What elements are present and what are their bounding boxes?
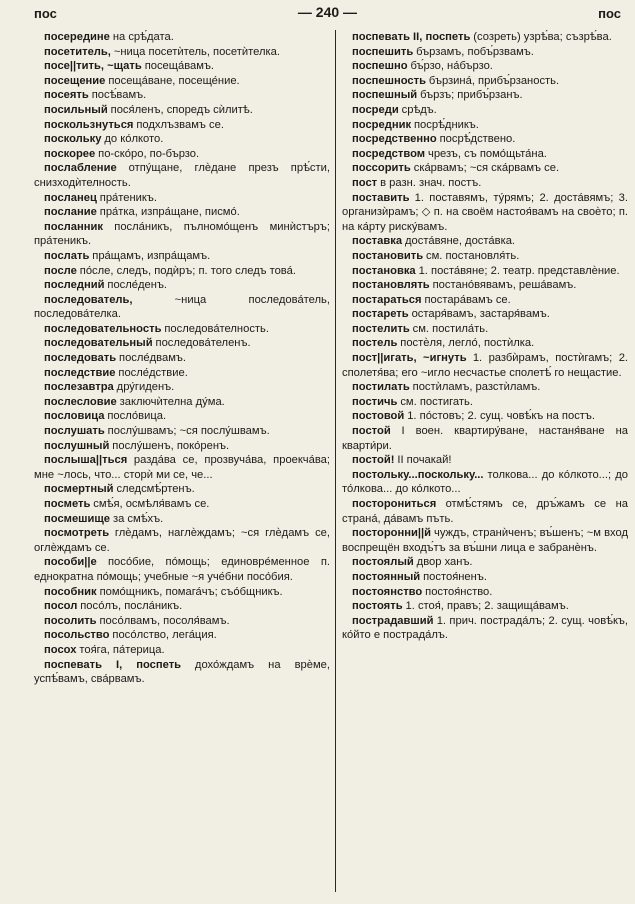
dictionary-entry	[34, 395, 330, 410]
dictionary-entry	[342, 555, 628, 570]
entry-headword: поспевать II, поспеть	[352, 31, 471, 43]
entry-headword: постареть	[352, 308, 409, 321]
entry-headword: поспевать I, поспеть	[44, 658, 182, 671]
entry-headword: посередине	[44, 31, 110, 43]
entry-translation: последова́теленъ.	[155, 337, 251, 350]
entry-headword: поскорее	[44, 147, 96, 160]
entry-headword: посредством	[352, 147, 426, 160]
entry-translation: посо́бие, по́мощь; единовре́менное п. еднократна по́мощь; учебные ~я уче́бни посо́бия.	[34, 556, 330, 583]
dictionary-entry	[34, 453, 330, 482]
entry-headword: посредник	[352, 118, 412, 131]
dictionary-entry	[34, 409, 330, 424]
dictionary-entry	[342, 336, 628, 351]
dictionary-entry	[342, 30, 628, 45]
dictionary-entry	[34, 205, 330, 220]
dictionary-entry	[342, 599, 628, 614]
entry-translation: подхлъзвамъ се.	[136, 118, 224, 131]
entry-headword: посетитель,	[44, 45, 111, 58]
entry-headword: посметь	[44, 498, 91, 510]
dictionary-entry	[342, 395, 628, 410]
dictionary-entry	[34, 88, 330, 103]
entry-translation: на срѣ́дата.	[112, 31, 174, 43]
entry-headword: посторониться	[352, 498, 437, 510]
entry-headword: постараться	[352, 293, 422, 306]
entry-headword: послесловие	[44, 395, 117, 408]
dictionary-entry	[342, 278, 628, 293]
dictionary-entry	[34, 366, 330, 381]
entry-translation: (созреть) узрѣ́ва; съзрѣ́ва.	[473, 31, 612, 43]
entry-translation: срѣдъ.	[401, 103, 437, 116]
entry-translation: 1. прич. пострада́лъ; 2. сущ. човѣ́къ, ко́йто е пострада́лъ.	[342, 614, 628, 642]
entry-translation: толкова... до ко́лкото...; до то́лкова... до ко́лкото...	[342, 468, 628, 496]
entry-translation: постѐля, легло́, постѝлка.	[400, 337, 535, 350]
entry-translation: после́денъ.	[107, 279, 168, 292]
entry-headword: последствие	[44, 366, 116, 379]
entry-translation: постѝламъ, разстѝламъ.	[412, 381, 541, 394]
dictionary-entry	[34, 614, 330, 629]
entry-headword: постилать	[352, 381, 410, 394]
dictionary-entry	[34, 264, 330, 279]
entry-headword: пост||игать, ~игнуть	[352, 352, 467, 365]
dictionary-entry	[34, 336, 330, 351]
entry-headword: пословица	[44, 410, 105, 423]
entry-translation: см. постила́ть.	[412, 322, 489, 335]
entry-headword: посмешище	[44, 512, 111, 525]
entry-translation: ~ница посетѝтель, посетѝтелка.	[113, 45, 280, 58]
dictionary-entry	[342, 118, 628, 133]
dictionary-entry	[34, 424, 330, 439]
left-column	[34, 30, 330, 892]
header-right-guide-word: пос	[598, 6, 621, 21]
entry-translation: посо́лство, лега́ция.	[112, 629, 217, 642]
entry-headword: послушный	[44, 439, 110, 452]
dictionary-entry	[342, 293, 628, 308]
dictionary-entry	[342, 351, 628, 380]
entry-headword: постичь	[352, 395, 398, 408]
dictionary-entry	[342, 103, 628, 118]
dictionary-entry	[342, 191, 628, 235]
entry-translation: дру́гиденъ.	[116, 381, 175, 394]
entry-translation: чуждъ, странѝченъ; въ́шенъ; ~м вход воспрещён входъ́тъ за въ́шни лица е забранѐнъ.	[342, 527, 628, 554]
entry-headword: постоять	[352, 600, 403, 613]
dictionary-entry	[34, 482, 330, 497]
entry-translation: чрезъ, съ помо́щьта́на.	[428, 147, 547, 160]
entry-translation: 1. поста́вяне; 2. театр. представлѐние.	[418, 264, 620, 277]
entry-headword: поспешный	[352, 89, 418, 102]
entry-headword: посредственно	[352, 133, 437, 146]
entry-headword: послыша||ться	[44, 454, 128, 467]
entry-translation: послу́шенъ, поко́ренъ.	[112, 439, 230, 452]
entry-headword: последовательный	[44, 337, 153, 350]
dictionary-entry	[342, 409, 628, 424]
header-left-guide-word: пос	[34, 6, 57, 21]
entry-translation: посеща́ване, посеще́ние.	[108, 74, 240, 87]
entry-translation: остаря́вамъ, застаря́вамъ.	[411, 308, 550, 321]
entry-translation: послу́швамъ; ~ся послу́швамъ.	[107, 425, 270, 438]
dictionary-entry	[34, 380, 330, 395]
entry-translation: 1. поставямъ, ту́рямъ; 2. доста́вямъ; 3. организѝрамъ; ◇ п. на своём настоя́вамъ на своѐто; п. на ка́рту риску́вамъ.	[342, 191, 628, 233]
entry-translation: до ко́лкото.	[104, 133, 164, 146]
entry-headword: последний	[44, 279, 105, 292]
entry-headword: посторонни||й	[352, 527, 432, 540]
dictionary-entry	[34, 220, 330, 249]
entry-headword: посольство	[44, 629, 110, 642]
entry-translation: II почакай!	[397, 454, 452, 467]
entry-headword: посланник	[44, 220, 103, 233]
dictionary-entry	[342, 88, 628, 103]
dictionary-entry	[342, 249, 628, 264]
dictionary-entry	[342, 570, 628, 585]
dictionary-entry	[34, 293, 330, 322]
entry-headword: постоялый	[352, 556, 414, 569]
entry-translation: 1. разбѝрамъ, постѝгамъ; 2. сполетя́ва; его ~игло несчастье сполетѣ́ го нещастие.	[342, 352, 628, 379]
entry-headword: постовой	[352, 410, 405, 423]
entry-translation: см. постановля́ть.	[426, 249, 520, 262]
entry-translation: бързина́, прибъ́рзаность.	[428, 74, 560, 87]
dictionary-entry	[342, 234, 628, 249]
dictionary-entry	[342, 497, 628, 526]
entry-headword: посол	[44, 600, 78, 613]
entry-headword: последовать	[44, 352, 117, 365]
entry-headword: посещение	[44, 74, 106, 87]
entry-headword: постоянный	[352, 570, 421, 583]
entry-headword: пострадавший	[352, 614, 434, 627]
dictionary-entry	[34, 643, 330, 658]
entry-headword: постой	[352, 425, 391, 438]
entry-translation: I воен. квартиру́ване, настаня́ване на кварти́ри.	[342, 425, 628, 452]
entry-translation: постара́вамъ се.	[424, 293, 511, 306]
entry-headword: поспешить	[352, 45, 414, 58]
entry-translation: тоя́га, па́терица.	[79, 643, 165, 656]
entry-headword: поспешность	[352, 74, 426, 87]
dictionary-entry	[34, 103, 330, 118]
entry-headword: поспешно	[352, 60, 408, 73]
dictionary-entry	[342, 307, 628, 322]
entry-translation: см. постигать.	[400, 395, 473, 408]
entry-headword: постель	[352, 337, 398, 350]
entry-headword: поссорить	[352, 162, 411, 175]
entry-translation: 1. стоя́, правъ; 2. защища́вамъ.	[405, 600, 569, 613]
entry-translation: постоя́ненъ.	[423, 570, 487, 583]
dictionary-entry	[342, 380, 628, 395]
entry-translation: по-ско́ро, по-бързо.	[98, 147, 200, 160]
entry-headword: послезавтра	[44, 381, 114, 394]
entry-headword: посланец	[44, 191, 97, 204]
entry-translation: бързамъ, побъ́рзвамъ.	[416, 45, 534, 58]
dictionary-entry	[34, 497, 330, 512]
dictionary-entry	[34, 147, 330, 162]
dictionary-entry	[34, 351, 330, 366]
dictionary-entry	[342, 453, 628, 468]
entry-headword: посмотреть	[44, 527, 110, 540]
entry-translation: после́дствие.	[118, 366, 188, 379]
entry-headword: послание	[44, 206, 97, 219]
entry-translation: посеща́вамъ.	[144, 60, 215, 73]
dictionary-entry	[342, 74, 628, 89]
entry-translation: в разн. знач. постъ.	[380, 176, 482, 189]
entry-translation: пося́ленъ, споредъ сѝлитѣ.	[110, 103, 253, 116]
entry-headword: посох	[44, 643, 77, 656]
entry-translation: посрѣ́дникъ.	[413, 118, 479, 131]
entry-translation: заключѝтелна ду́ма.	[119, 395, 225, 408]
entry-translation: посрѣ́дствено.	[439, 133, 516, 146]
entry-translation: доста́вяне, доста́вка.	[405, 235, 516, 248]
entry-translation: посло́вица.	[107, 410, 167, 423]
entry-headword: постановить	[352, 249, 424, 262]
entry-headword: послать	[44, 249, 90, 262]
entry-headword: пост	[352, 176, 378, 189]
dictionary-entry	[34, 132, 330, 147]
dictionary-entry	[34, 512, 330, 527]
entry-translation: посѣ́вамъ.	[91, 89, 147, 102]
entry-translation: 1. по́стовъ; 2. сущ. човѣ́къ на постъ.	[407, 410, 596, 423]
dictionary-entry	[34, 118, 330, 133]
entry-translation: разда́ва се, прозвуча́ва, проекча́ва; мне ~лось, что... сторѝ ми се, че...	[34, 454, 330, 481]
entry-translation: дохо́ждамъ на врѐме, успѣ́вамъ, сва́рвамъ.	[34, 658, 330, 686]
dictionary-entry	[34, 191, 330, 206]
entry-translation: пра́теникъ.	[99, 191, 157, 204]
entry-headword: посеять	[44, 89, 89, 102]
entry-headword: постой!	[352, 454, 395, 467]
entry-headword: пособник	[44, 585, 97, 598]
dictionary-entry	[34, 59, 330, 74]
entry-headword: постелить	[352, 322, 410, 335]
dictionary-entry	[342, 322, 628, 337]
dictionary-entry	[342, 147, 628, 162]
entry-translation: посла́никъ, пълномо́щенъ минѝстъръ; пра́теникъ.	[34, 220, 330, 248]
dictionary-entry	[342, 264, 628, 279]
dictionary-entry	[34, 599, 330, 614]
entry-headword: посолить	[44, 614, 97, 627]
entry-headword: постановлять	[352, 279, 430, 292]
dictionary-entry	[34, 161, 330, 190]
entry-headword: посильный	[44, 103, 108, 116]
entry-headword: последователь,	[44, 293, 133, 306]
entry-translation: последова́телность.	[164, 322, 269, 335]
entry-translation: пра́тка, изпра́щане, писмо́.	[99, 206, 240, 219]
dictionary-entry	[342, 132, 628, 147]
dictionary-entry	[34, 249, 330, 264]
entry-translation: посо́лвамъ, посоля́вамъ.	[99, 614, 230, 627]
dictionary-entry	[34, 628, 330, 643]
entry-translation: смѣ́я, осмѣля́вамъ се.	[93, 498, 210, 510]
dictionary-entry	[342, 59, 628, 74]
dictionary-entry	[34, 74, 330, 89]
dictionary-entry	[34, 555, 330, 584]
entry-translation: ска́рвамъ; ~ся ска́рвамъ се.	[413, 162, 560, 175]
entry-headword: посмертный	[44, 483, 114, 496]
right-column	[342, 30, 628, 892]
page-number: — 240 —	[297, 4, 358, 20]
entry-headword: после	[44, 264, 77, 277]
page-header	[34, 2, 621, 24]
dictionary-entry	[342, 614, 628, 643]
column-divider	[335, 30, 336, 892]
entry-headword: посе||тить, ~щать	[44, 60, 142, 73]
entry-headword: послабление	[44, 162, 117, 175]
entry-translation: бързъ; прибъ́рзанъ.	[420, 89, 523, 102]
entry-headword: поскользнуться	[44, 118, 134, 131]
entry-headword: поскольку	[44, 133, 102, 146]
entry-headword: постановка	[352, 264, 416, 277]
dictionary-entry	[342, 424, 628, 453]
entry-headword: постоянство	[352, 585, 423, 598]
entry-translation: за смѣ́хъ.	[112, 512, 164, 525]
dictionary-entry	[342, 526, 628, 555]
dictionary-entry	[34, 526, 330, 555]
dictionary-entry	[34, 322, 330, 337]
entry-headword: поставить	[352, 191, 410, 204]
dictionary-entry	[342, 176, 628, 191]
entry-translation: отпу́щане, глѐдане презъ прѣ́сти, снизходѝтелность.	[34, 162, 330, 189]
dictionary-entry	[34, 30, 330, 45]
dictionary-entry	[34, 439, 330, 454]
entry-translation: отмѣ́стямъ се, дръ́жамъ се на страна́, да́вамъ пъть.	[342, 498, 628, 525]
dictionary-entry	[342, 45, 628, 60]
entry-headword: посреди	[352, 103, 399, 116]
entry-headword: постольку...поскольку...	[352, 468, 484, 481]
entry-headword: послушать	[44, 425, 105, 438]
entry-translation: после́двамъ.	[119, 352, 186, 365]
dictionary-entry	[34, 658, 330, 687]
dictionary-entry	[34, 585, 330, 600]
entry-translation: помо́щникъ, помага́чъ; съо́бщникъ.	[99, 585, 283, 598]
entry-translation: ~ница последова́тель, последова́телка.	[34, 293, 330, 321]
entry-translation: постоя́нство.	[425, 585, 493, 598]
entry-headword: поставка	[352, 235, 403, 248]
dictionary-entry	[342, 585, 628, 600]
entry-translation: следсмѣ́ртенъ.	[116, 483, 195, 496]
entry-translation: бъ́рзо, на́бързо.	[410, 60, 493, 73]
entry-translation: двор ханъ.	[416, 556, 473, 569]
entry-headword: последовательность	[44, 322, 162, 335]
entry-translation: постано́вявамъ, реша́вамъ.	[432, 279, 577, 292]
dictionary-entry	[342, 161, 628, 176]
dictionary-entry	[34, 278, 330, 293]
entry-translation: по́сле, следъ, подѝръ; п. того следъ това́.	[79, 264, 296, 277]
dictionary-entry	[342, 468, 628, 497]
entry-translation: глѐдамъ, наглѐждамъ; ~ся глѐдамъ се, оглѐждамъ се.	[34, 527, 330, 554]
entry-translation: посо́лъ, посла́никъ.	[80, 600, 183, 613]
entry-translation: пра́щамъ, изпра́щамъ.	[92, 249, 211, 262]
entry-headword: пособи||е	[44, 556, 97, 569]
dictionary-entry	[34, 45, 330, 60]
